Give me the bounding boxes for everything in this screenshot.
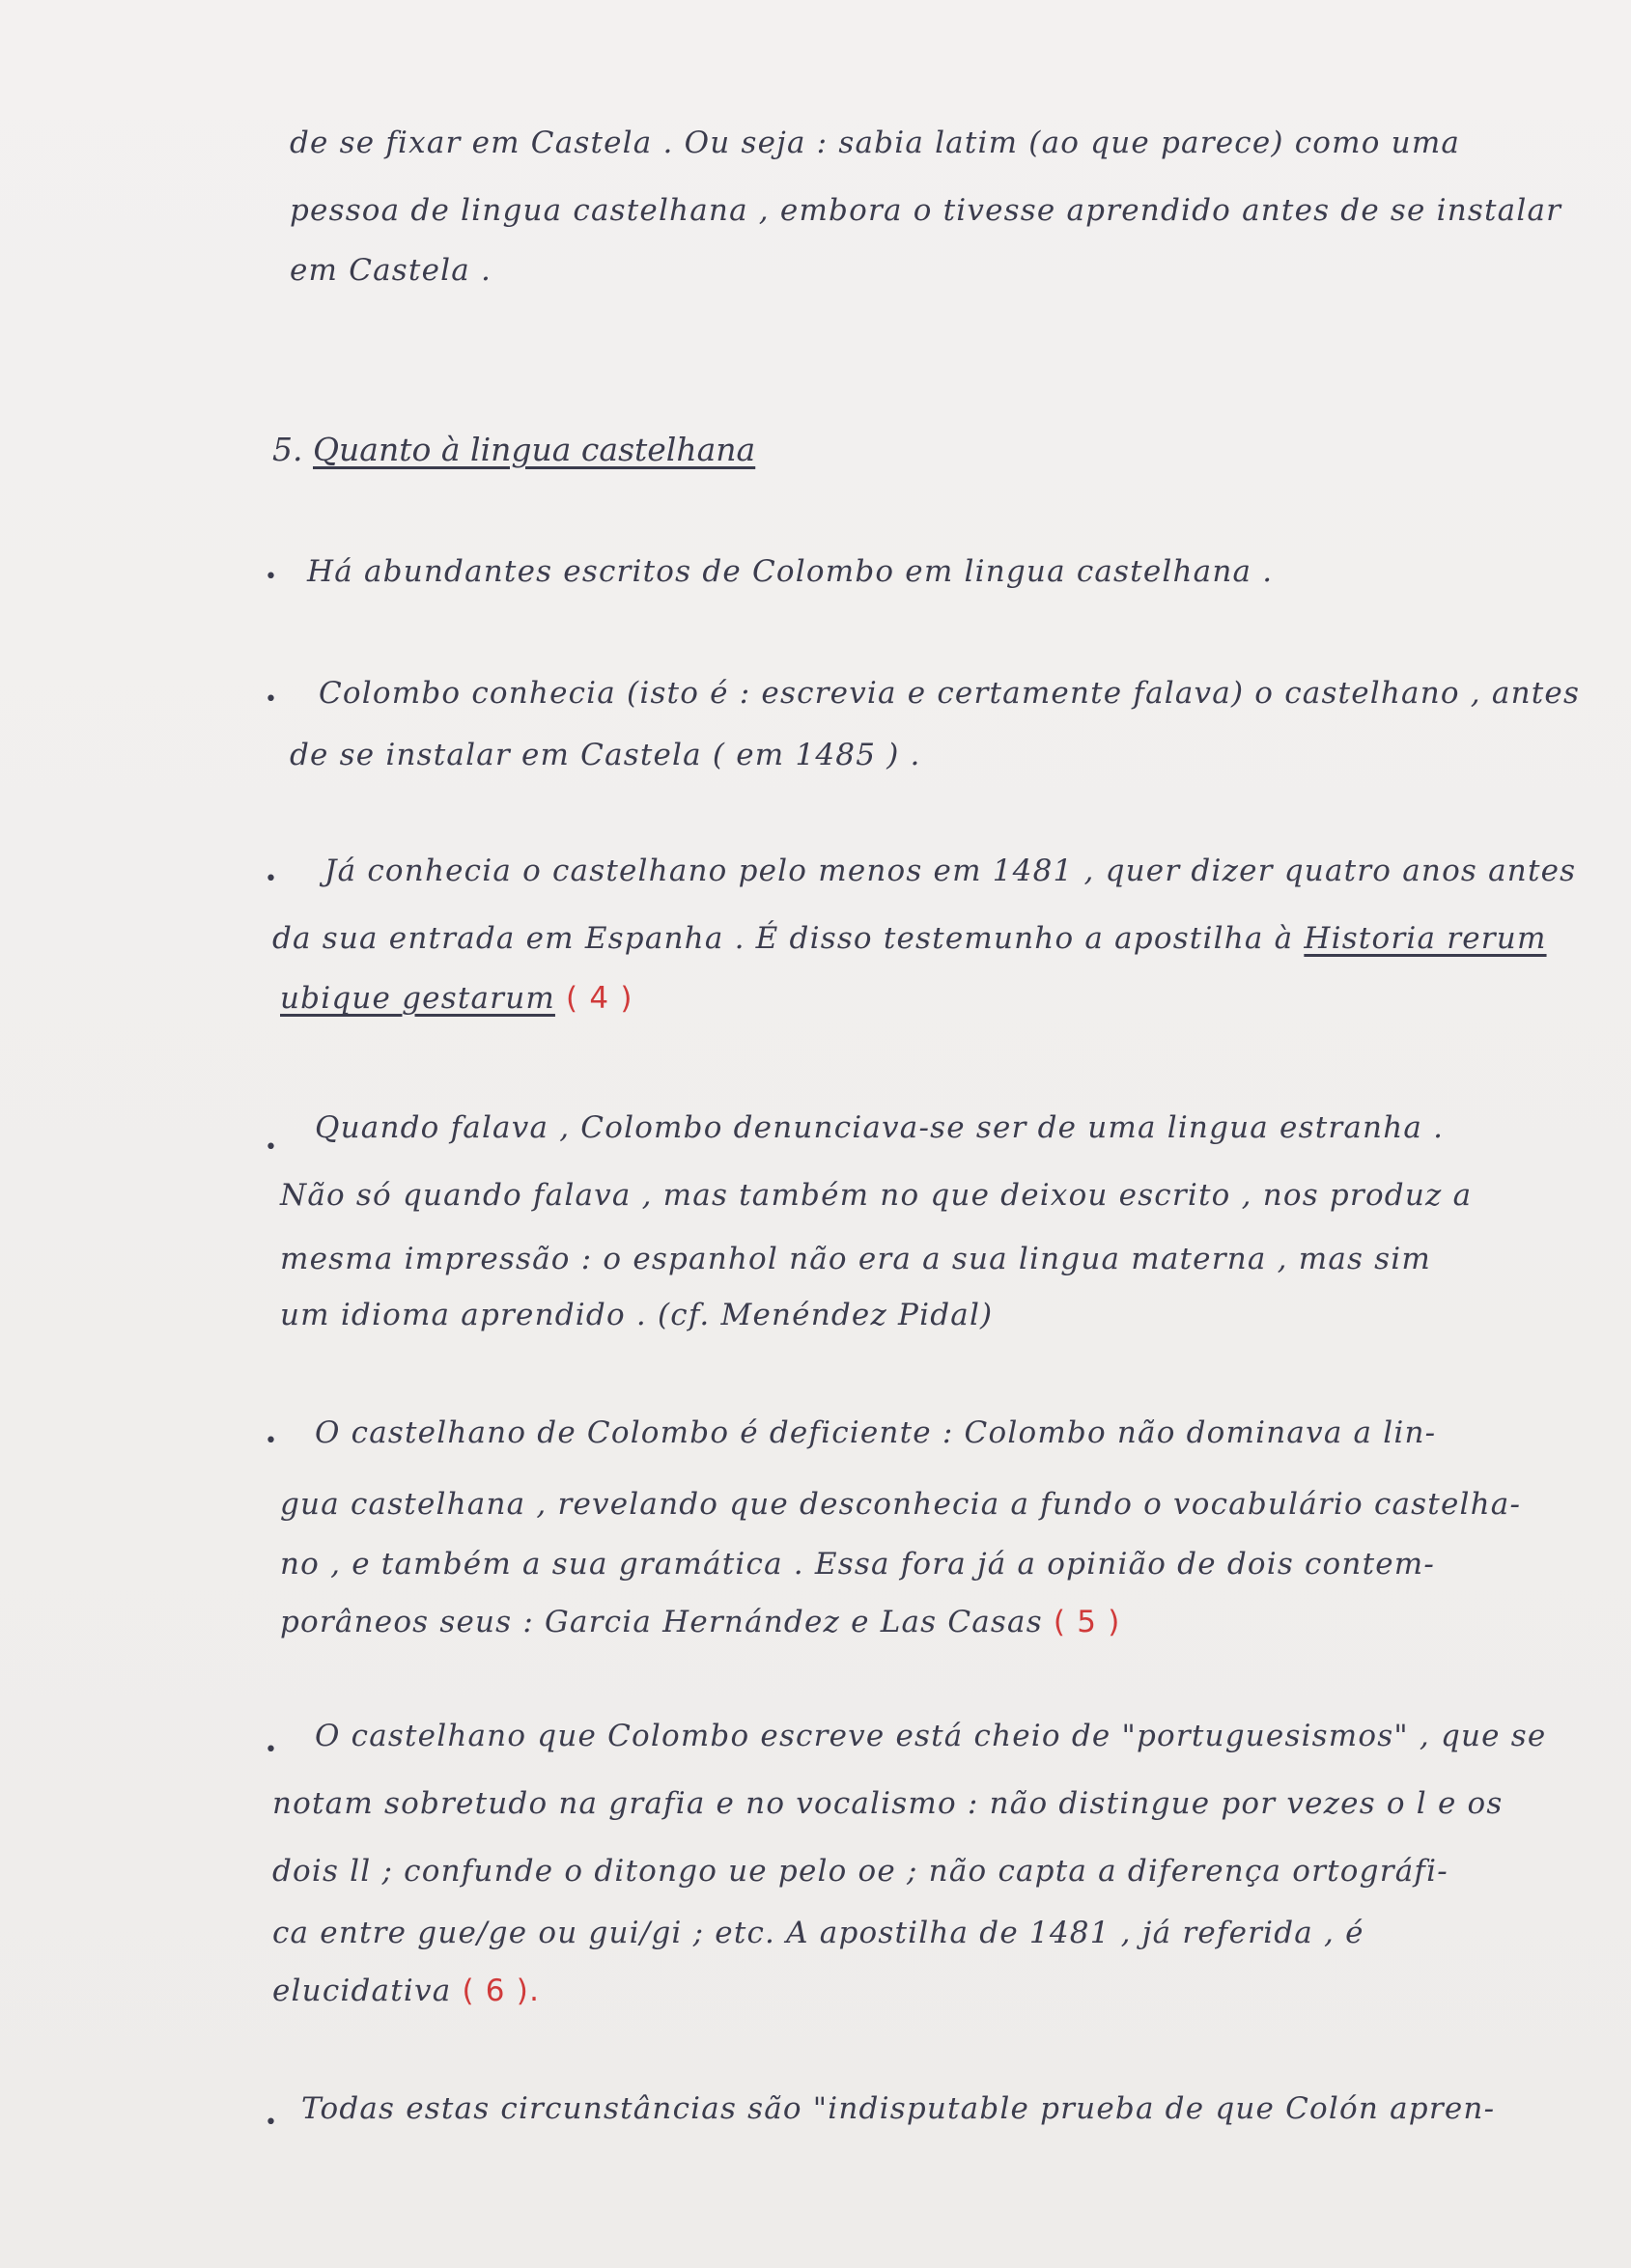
bullet-6-line-5	[272, 1974, 540, 2008]
work-title-part-2: ubique gestarum	[280, 981, 555, 1016]
bullet-4-line-3: mesma impressão : o espanhol não era a sua lingua materna , mas sim	[280, 1242, 1431, 1276]
intro-line-1: de se fixar em Castela . Ou seja : sabia latim (ao que parece) como uma	[290, 126, 1461, 160]
section-title: Quanto à lingua castelhana	[313, 431, 756, 468]
footnote-ref-5: ( 5 )	[1053, 1605, 1121, 1639]
bullet-2-line-2: de se instalar em Castela ( em 1485 ) .	[290, 738, 921, 772]
bullet-6-line-3: dois ll ; confunde o ditongo ue pelo oe ; não capta a diferença ortográfi-	[272, 1854, 1448, 1889]
bullet-1-line-1: Há abundantes escritos de Colombo em lingua castelhana .	[307, 554, 1274, 589]
bullet-dot: •	[265, 2111, 277, 2135]
bullet-6-line-5-text: elucidativa	[272, 1974, 463, 2008]
bullet-2-line-1: Colombo conhecia (isto é : escrevia e certamente falava) o castelhano , antes	[319, 676, 1581, 711]
bullet-5-line-3: no , e também a sua gramática . Essa fora já a opinião de dois contem-	[280, 1547, 1436, 1582]
intro-line-2: pessoa de lingua castelhana , embora o tivesse aprendido antes de se instalar	[290, 193, 1562, 228]
bullet-5-line-4-text: porâneos seus : Garcia Hernández e Las Casas	[280, 1605, 1054, 1639]
footnote-ref-6: ( 6 ).	[462, 1974, 541, 2008]
bullet-7-line-1: Todas estas circunstâncias são "indisputable prueba de que Colón apren-	[301, 2091, 1496, 2126]
section-number: 5.	[272, 431, 303, 468]
bullet-4-line-4: um idioma aprendido . (cf. Menéndez Pidal)	[280, 1298, 994, 1332]
bullet-6-line-1: O castelhano que Colombo escreve está cheio de "portuguesismos" , que se	[315, 1719, 1547, 1753]
bullet-dot: •	[265, 1429, 277, 1453]
bullet-3-line-3	[280, 981, 633, 1016]
bullet-dot: •	[265, 867, 277, 891]
bullet-4-line-1: Quando falava , Colombo denunciava-se ser de uma lingua estranha .	[315, 1110, 1445, 1145]
bullet-dot: •	[265, 1135, 277, 1160]
bullet-3-line-2	[272, 921, 1547, 956]
intro-line-3: em Castela .	[290, 253, 492, 288]
bullet-dot: •	[265, 1738, 277, 1762]
bullet-6-line-4: ca entre gue/ge ou gui/gi ; etc. A apostilha de 1481 , já referida , é	[272, 1916, 1364, 1950]
bullet-5-line-2: gua castelhana , revelando que desconhecia a fundo o vocabulário castelha-	[280, 1487, 1522, 1522]
bullet-3-line-2-text: da sua entrada em Espanha . É disso testemunho a apostilha à	[272, 921, 1305, 956]
footnote-ref-4: ( 4 )	[566, 981, 633, 1016]
bullet-dot: •	[265, 565, 277, 589]
bullet-5-line-4	[280, 1605, 1121, 1639]
bullet-4-line-2: Não só quando falava , mas também no que deixou escrito , nos produz a	[280, 1178, 1473, 1213]
bullet-dot: •	[265, 687, 277, 712]
bullet-6-line-2: notam sobretudo na grafia e no vocalismo : não distingue por vezes o l e os	[272, 1786, 1504, 1821]
section-heading	[272, 431, 755, 468]
work-title-part-1: Historia rerum	[1304, 921, 1547, 956]
bullet-3-line-1: Já conhecia o castelhano pelo menos em 1481 , quer dizer quatro anos antes	[324, 854, 1577, 888]
bullet-5-line-1: O castelhano de Colombo é deficiente : Colombo não dominava a lin-	[315, 1415, 1437, 1450]
